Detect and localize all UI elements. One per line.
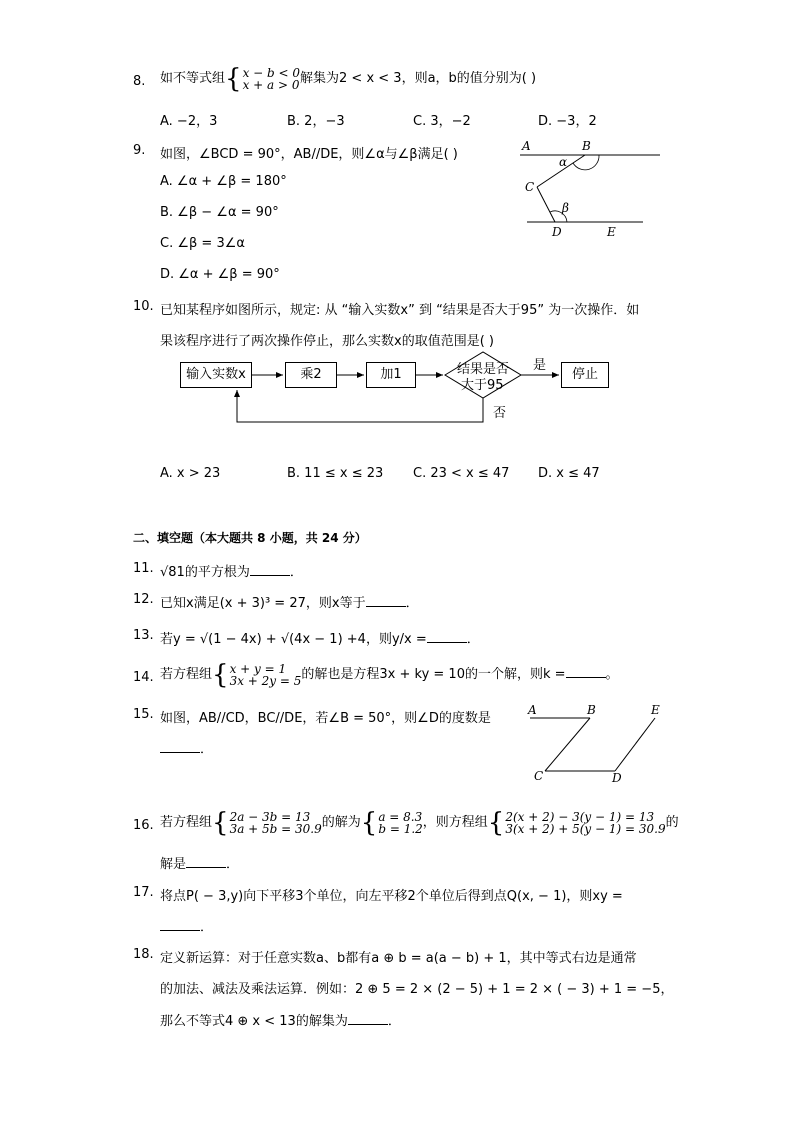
flow-no-label: 否 bbox=[493, 406, 507, 421]
q15-label-a: A bbox=[528, 703, 537, 717]
q18-stem-line3: 那么不等式4 ⊕ x < 13的解集为 ． bbox=[160, 1014, 401, 1029]
q10-option-b: B. 11 ≤ x ≤ 23 bbox=[287, 466, 384, 481]
q15-label-e: E bbox=[651, 703, 660, 717]
flow-multiply-box: 乘2 bbox=[285, 362, 337, 388]
q10-option-d: D. x ≤ 47 bbox=[538, 466, 600, 481]
q9-label-alpha: α bbox=[559, 155, 568, 169]
q14-stem: 若方程组 { x + y = 1 3x + 2y = 5 的解也是方程3x + ky = 10的一个解，则k = 。 bbox=[160, 659, 619, 690]
q15-figure bbox=[520, 700, 670, 790]
q15-segment-bc bbox=[545, 718, 590, 771]
q10-option-c: C. 23 < x ≤ 47 bbox=[413, 466, 510, 481]
q13-number: 13. bbox=[133, 628, 154, 643]
q15-label-b: B bbox=[587, 703, 596, 717]
q16-stem: 若方程组 { 2a − 3b = 13 3a + 5b = 30.9 的解为 { a = 8.3 b = 1.2 ，则方程组 { 2(x + 2) − 3(y − 1) = 13 3(x + 2) + 5(y − 1) = 30.9 的 bbox=[160, 807, 679, 838]
flow-arrow-no-loop bbox=[237, 390, 483, 422]
q11-answer-blank bbox=[250, 563, 290, 576]
q9-option-b: B. ∠β − ∠α = 90° bbox=[160, 205, 279, 220]
q9-stem: 如图，∠BCD = 90°，AB//DE，则∠α与∠β满足( ) bbox=[160, 147, 458, 162]
q8-system: { x − b < 0 x + a > 0 bbox=[225, 63, 301, 94]
q10-stem-line2: 果该程序进行了两次操作停止，那么实数x的取值范围是( ) bbox=[160, 334, 494, 349]
q17-answer-blank bbox=[160, 918, 200, 931]
q10-number: 10. bbox=[133, 299, 154, 314]
q15-stem: 如图，AB//CD，BC//DE，若∠B = 50°，则∠D的度数是 bbox=[160, 711, 491, 726]
q8-number: 8. bbox=[133, 74, 146, 89]
flow-input-box: 输入实数x bbox=[180, 362, 252, 388]
q9-option-a: A. ∠α + ∠β = 180° bbox=[160, 174, 287, 189]
q17-number: 17. bbox=[133, 885, 154, 900]
q12-number: 12. bbox=[133, 592, 154, 607]
q18-stem-line1: 定义新运算：对于任意实数a、b都有a ⊕ b = a(a − b) + 1，其中等式右边是通常 bbox=[160, 951, 637, 966]
q16-number: 16. bbox=[133, 818, 154, 833]
q17-answer-line: ． bbox=[160, 916, 213, 935]
q12-stem: 已知x满足(x + 3)³ = 27，则x等于 ． bbox=[160, 596, 419, 611]
q16-answer-blank bbox=[186, 855, 226, 868]
q10-stem-line1: 已知某程序如图所示，规定: 从 “输入实数x” 到 “结果是否大于95” 为一次操作．如 bbox=[160, 303, 640, 318]
q15-number: 15. bbox=[133, 707, 154, 722]
q9-label-beta: β bbox=[562, 201, 569, 215]
q15-answer-blank bbox=[160, 740, 200, 753]
q13-stem: 若y = √(1 − 4x) + √(4x − 1) +4，则y/x = ． bbox=[160, 632, 480, 647]
q9-option-d: D. ∠α + ∠β = 90° bbox=[160, 267, 280, 282]
q18-stem-line2: 的加法、减法及乘法运算．例如：2 ⊕ 5 = 2 × (2 − 5) + 1 = 2 × ( − 3) + 1 = −5， bbox=[160, 982, 674, 997]
q16-system-b: { a = 8.3 b = 1.2 bbox=[360, 807, 423, 838]
flow-yes-label: 是 bbox=[533, 358, 547, 373]
q11-stem: √81的平方根为 ． bbox=[160, 565, 303, 580]
q17-stem: 将点P( − 3,y)向下平移3个单位，向左平移2个单位后得到点Q(x, − 1)，则xy = bbox=[160, 889, 623, 904]
flow-stop-box: 停止 bbox=[561, 362, 609, 388]
q8-stem: 如不等式组 { x − b < 0 x + a > 0 解集为2 < x < 3，则a，b的值分别为( ) bbox=[160, 63, 537, 94]
q11-number: 11. bbox=[133, 561, 154, 576]
q9-label-c: C bbox=[525, 180, 535, 194]
q15-answer-line: ． bbox=[160, 738, 213, 757]
q18-answer-blank bbox=[348, 1012, 388, 1025]
q8-option-b: B. 2，−3 bbox=[287, 114, 345, 129]
q16-system-a: { 2a − 3b = 13 3a + 5b = 30.9 bbox=[212, 807, 322, 838]
q10-option-a: A. x > 23 bbox=[160, 466, 221, 481]
q9-label-b: B bbox=[582, 139, 591, 153]
flow-arrows bbox=[0, 0, 794, 440]
q8-option-a: A. −2，3 bbox=[160, 114, 218, 129]
q9-label-a: A bbox=[522, 139, 531, 153]
q14-number: 14. bbox=[133, 670, 154, 685]
q9-label-e: E bbox=[607, 225, 616, 239]
q16-system-c: { 2(x + 2) − 3(y − 1) = 13 3(x + 2) + 5(y − 1) = 30.9 bbox=[487, 807, 666, 838]
q9-option-c: C. ∠β = 3∠α bbox=[160, 236, 245, 251]
q14-answer-blank bbox=[566, 665, 606, 678]
flow-add-box: 加1 bbox=[366, 362, 416, 388]
q14-system: { x + y = 1 3x + 2y = 5 bbox=[212, 659, 302, 690]
flow-decision-text-1: 结果是否 bbox=[457, 362, 510, 377]
flow-decision-text-2: 大于95 bbox=[461, 378, 504, 393]
q15-segment-de bbox=[615, 718, 655, 771]
q18-number: 18. bbox=[133, 947, 154, 962]
q13-answer-blank bbox=[427, 630, 467, 643]
q15-label-d: D bbox=[612, 771, 622, 785]
q8-option-d: D. −3，2 bbox=[538, 114, 597, 129]
q9-number: 9. bbox=[133, 143, 146, 158]
section-2-heading: 二、填空题（本大题共 8 小题，共 24 分） bbox=[133, 531, 367, 545]
q15-label-c: C bbox=[534, 769, 544, 783]
q8-option-c: C. 3，−2 bbox=[413, 114, 471, 129]
q9-label-d: D bbox=[552, 225, 562, 239]
q12-answer-blank bbox=[366, 594, 406, 607]
q16-answer-line: 解是 ． bbox=[160, 857, 240, 872]
